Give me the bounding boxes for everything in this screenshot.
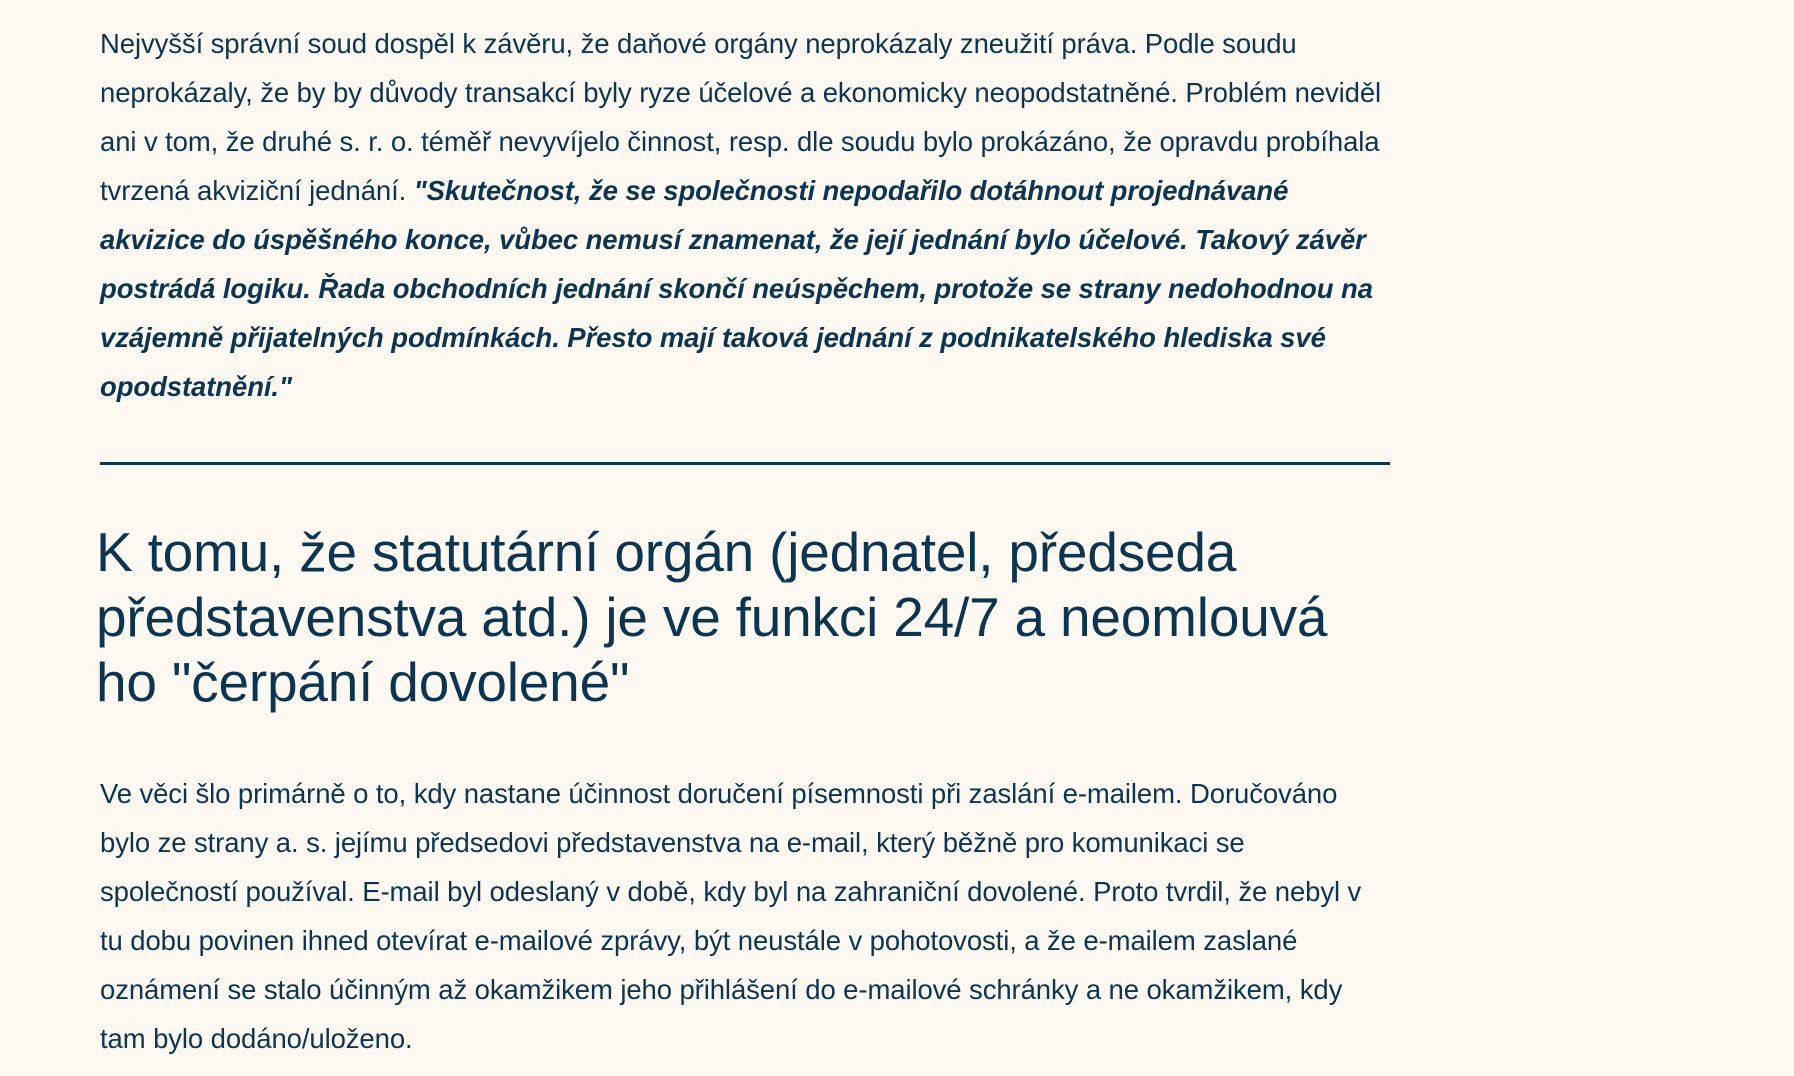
section-divider xyxy=(100,462,1390,465)
paragraph-text: Nejvyšší správní soud dospěl k závěru, že daňové orgány neprokázaly zneužití práva. Podle soudu neprokázaly, že by by důvody transakcí byly ryze účelové a ekonomicky neopodstatněné. Problém neviděl ani v tom, že druhé s. r. o. téměř nevyvíjelo činnost, resp. dle soudu bylo prokázáno, že opravdu probíhala tvrzená akviziční jednání. xyxy=(100,28,1382,206)
email-delivery-paragraph: Ve věci šlo primárně o to, kdy nastane účinnost doručení písemnosti při zaslání e-mailem. Doručováno bylo ze strany a. s. jejímu předsedovi představenstva na e-mail, který běžně pro komunikaci se společností používal. E-mail byl odeslaný v době, kdy byl na zahraniční dovolené. Proto tvrdil, že nebyl v tu dobu povinen ihned otevírat e-mailové zprávy, být neustále v pohotovosti, a že e-mailem zaslané oznámení se stalo účinným až okamžikem jeho přihlášení do e-mailové schránky a ne okamžikem, kdy tam bylo dodáno/uloženo. xyxy=(100,778,1362,1054)
court-conclusion-paragraph xyxy=(100,19,1390,411)
court-quote: "Skutečnost, že se společnosti nepodařilo dotáhnout projednávané akvizice do úspěšného konce, vůbec nemusí znamenat, že její jednání bylo účelové. Takový závěr postrádá logiku. Řada obchodních jednání skončí neúspěchem, protože se strany nedohodnou na vzájemně přijatelných podmínkách. Přesto mají taková jednání z podnikatelského hlediska své opodstatnění." xyxy=(100,175,1373,402)
section-heading: K tomu, že statutární orgán (jednatel, předseda představenstva atd.) je ve funkci 24/7 a neomlouvá ho "čerpání dovolené" xyxy=(96,521,1328,713)
